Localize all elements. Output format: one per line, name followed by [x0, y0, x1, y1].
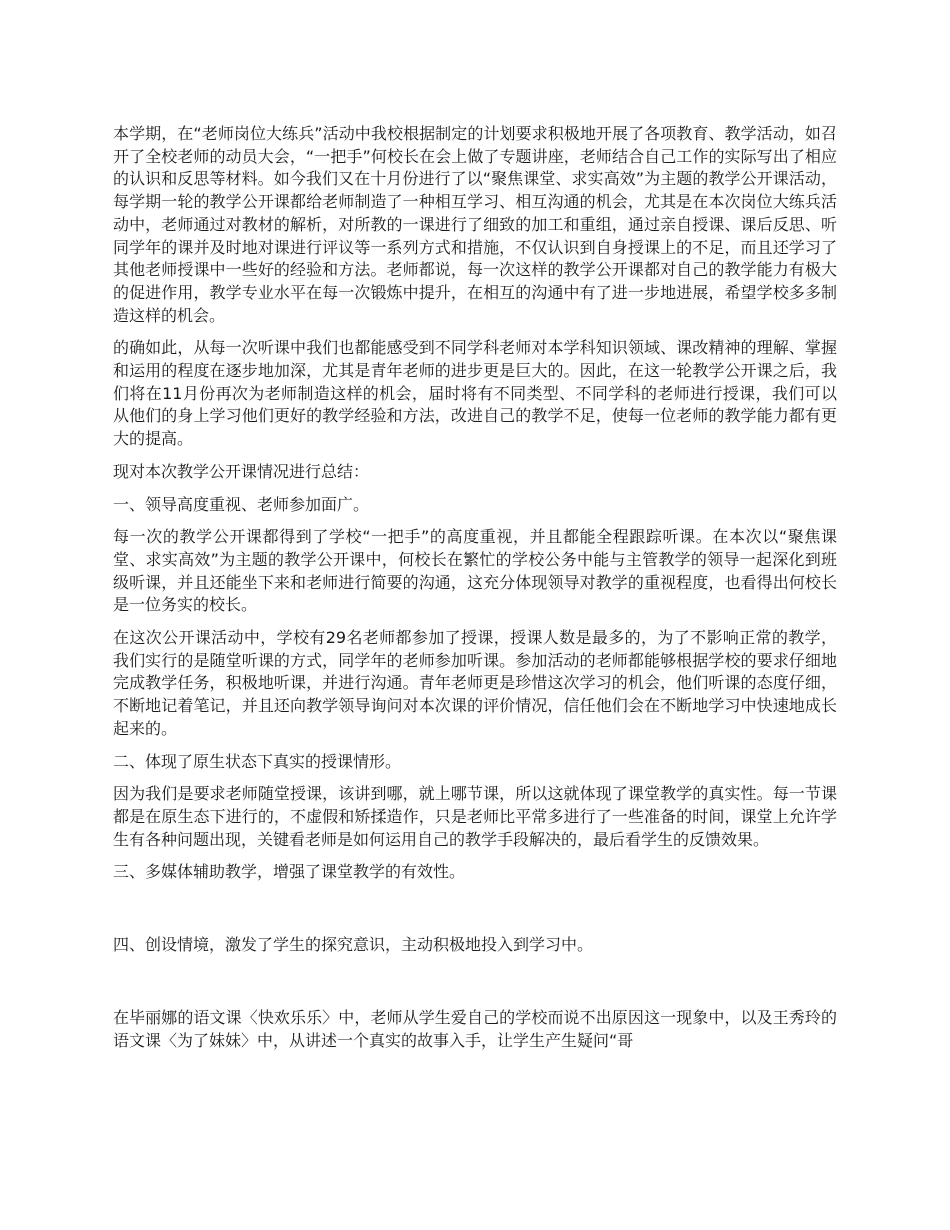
paragraph-intro: 本学期，在“老师岗位大练兵”活动中我校根据制定的计划要求积极地开展了各项教育、教学活动，如召开了全校老师的动员大会，“一把手”何校长在会上做了专题讲座，老师结合自己工作的实际写出了相应的认识和反思等材料。如今我们又在十月份进行了以“聚焦课堂、求实高效”为主题的教学公开课活动，每学期一轮的教学公开课都给老师制造了一种相互学习、相互沟通的机会，尤其是在本次岗位大练兵活动中，老师通过对教材的解析，对所教的一课进行了细致的加工和重组，通过亲自授课、课后反思、听同学年的课并及时地对课进行评议等一系列方式和措施，不仅认识到自身授课上的不足，而且还学习了其他老师授课中一些好的经验和方法。老师都说，每一次这样的教学公开课都对自己的教学能力有极大的促进作用，教学专业水平在每一次锻炼中提升，在相互的沟通中有了进一步地进展，希望学校多多制造这样的机会。 — [113, 124, 837, 325]
paragraph-chinese-lessons: 在毕丽娜的语文课〈快欢乐乐〉中，老师从学生爱自己的学校而说不出原因这一现象中，以及王秀玲的语文课〈为了妹妹〉中，从讲述一个真实的故事入手，让学生产生疑问“哥 — [113, 1007, 837, 1050]
document-body — [113, 123, 837, 1062]
paragraph-authentic-teaching: 因为我们是要求老师随堂授课，该讲到哪，就上哪节课，所以这就体现了课堂教学的真实性。每一节课都是在原生态下进行的，不虚假和矫揉造作，只是老师比平常多进行了一些准备的时间，课堂上允许学生有各种问题出现，关键看老师是如何运用自己的教学手段解决的，最后看学生的反馈效果。 — [113, 784, 837, 849]
section-heading-3: 三、多媒体辅助教学，增强了课堂教学的有效性。 — [113, 862, 466, 882]
paragraph-participation: 在这次公开课活动中，学校有29名老师都参加了授课，授课人数是最多的，为了不影响正常的教学，我们实行的是随堂听课的方式，同学年的老师参加听课。参加活动的老师都能够根据学校的要求仔细地完成教学任务，积极地听课，并进行沟通。青年老师更是珍惜这次学习的机会，他们听课的态度仔细，不断地记着笔记，并且还向教学领导询问对本次课的评价情况，信任他们会在不断地学习中快速地成长起来的。 — [113, 628, 837, 738]
paragraph-summary-lead: 现对本次教学公开课情况进行总结： — [113, 461, 370, 481]
section-heading-1: 一、领导高度重视、老师参加面广。 — [113, 494, 370, 514]
section-heading-4: 四、创设情境，激发了学生的探究意识，主动积极地投入到学习中。 — [113, 935, 594, 955]
paragraph-indeed: 的确如此，从每一次听课中我们也都能感受到不同学科老师对本学科知识领域、课改精神的理解、掌握和运用的程度在逐步地加深，尤其是青年老师的进步更是巨大的。因此，在这一轮教学公开课之后，我们将在11月份再次为老师制造这样的机会，届时将有不同类型、不同学科的老师进行授课，我们可以从他们的身上学习他们更好的教学经验和方法，改进自己的教学不足，使每一位老师的教学能力都有更大的提高。 — [113, 338, 837, 449]
section-heading-2: 二、体现了原生状态下真实的授课情形。 — [113, 751, 402, 771]
paragraph-leadership: 每一次的教学公开课都得到了学校“一把手”的高度重视，并且都能全程跟踪听课。在本次以“聚焦课堂、求实高效”为主题的教学公开课中，何校长在繁忙的学校公务中能与主管教学的领导一起深化到班级听课，并且还能坐下来和老师进行简要的沟通，这充分体现领导对教学的重视程度，也看得出何校长是一位务实的校长。 — [113, 527, 837, 615]
